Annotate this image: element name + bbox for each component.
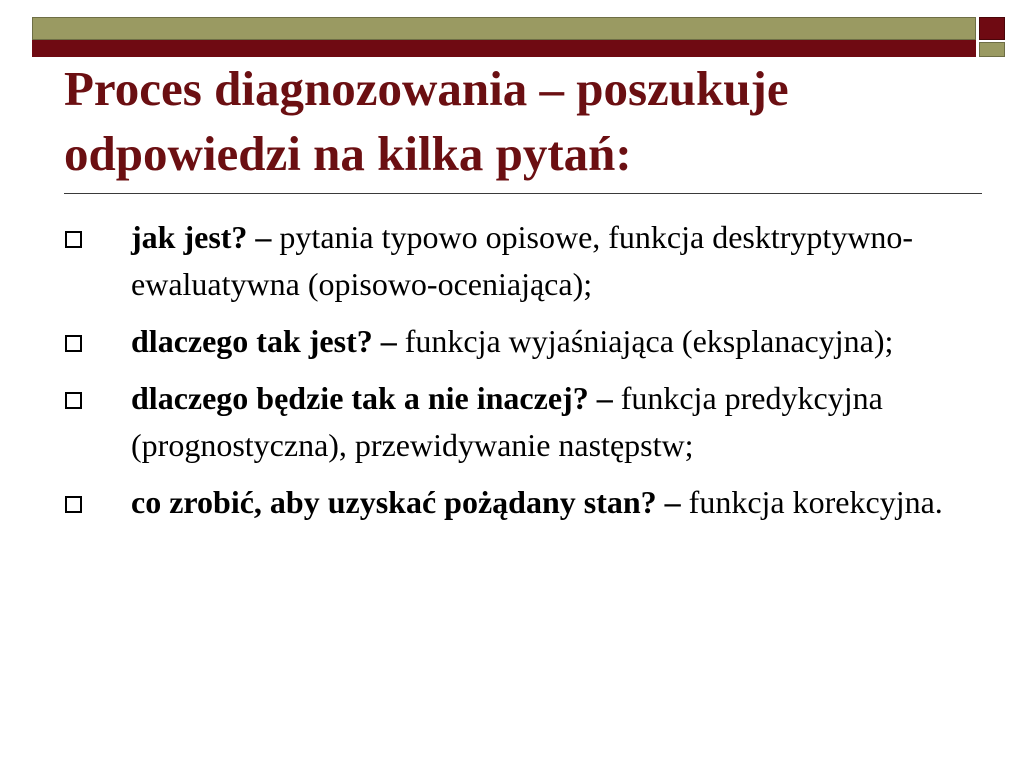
bullet-item <box>64 479 964 526</box>
corner-square-red <box>979 17 1005 40</box>
hollow-square-bullet-icon <box>65 392 82 409</box>
bullet-question: co zrobić, aby uzyskać pożądany stan? – <box>131 484 681 520</box>
corner-square-olive <box>979 42 1005 57</box>
header-bar-red <box>32 40 976 57</box>
hollow-square-bullet-icon <box>65 231 82 248</box>
bullet-question: dlaczego będzie tak a nie inaczej? – <box>131 380 613 416</box>
hollow-square-bullet-icon <box>65 496 82 513</box>
bullet-list <box>64 214 964 536</box>
bullet-description: pytania typowo opisowe, funkcja desktryptywno-ewaluatywna (opisowo-oceniająca); <box>131 219 914 302</box>
bullet-description: funkcja predykcyjna (prognostyczna), przewidywanie następstw; <box>131 380 883 463</box>
slide-title: Proces diagnozowania – poszukuje odpowiedzi na kilka pytań: <box>64 61 789 181</box>
bullet-item <box>64 214 964 308</box>
bullet-item <box>64 318 964 365</box>
bullet-description: funkcja wyjaśniająca (eksplanacyjna); <box>396 323 894 359</box>
bullet-description: funkcja korekcyjna. <box>680 484 943 520</box>
title-divider <box>64 193 982 194</box>
hollow-square-bullet-icon <box>65 335 82 352</box>
bullet-question: jak jest? – <box>131 219 272 255</box>
header-bar-olive <box>32 17 976 40</box>
bullet-item <box>64 375 964 469</box>
bullet-question: dlaczego tak jest? – <box>131 323 397 359</box>
